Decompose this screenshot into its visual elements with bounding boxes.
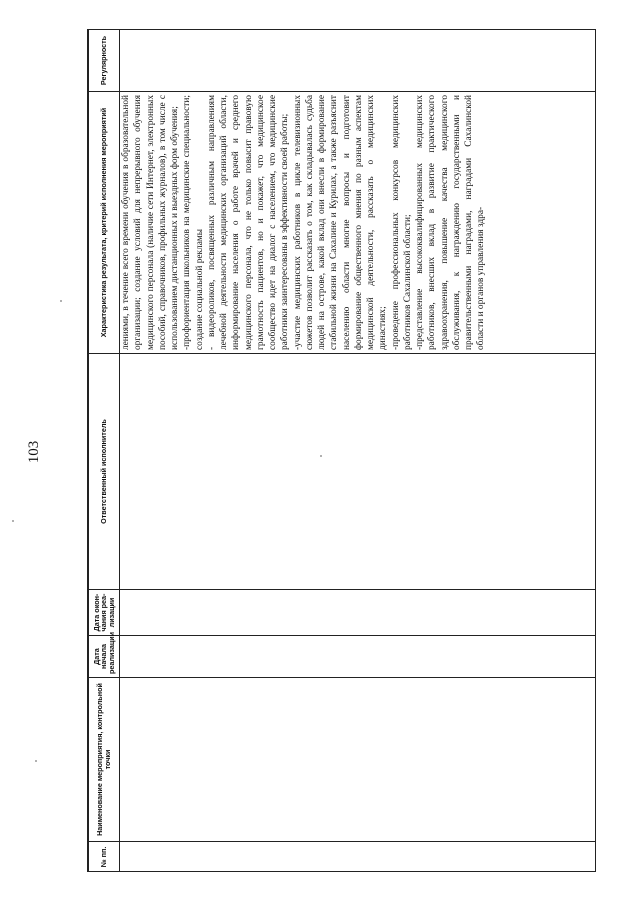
table-row (120, 30, 597, 873)
cell-characteristic (120, 92, 597, 354)
scan-speck (60, 300, 62, 302)
header-regularity: Регулярность (89, 30, 120, 92)
characteristic-paragraph: лениями, в течение всего времени обучения в образовательной организации; создание условий для непрерывного обучения медицинского персонала (наличие сети Интернет, электронных пособий, справочников, профильных журналов), в том числе с использованием дистанционных и выездных форм обучения; (121, 95, 180, 350)
header-name: Наименование мероприятия, контрольной точки (89, 678, 120, 842)
cell-num (120, 842, 597, 873)
header-responsible: Ответственный исполнитель (89, 354, 120, 590)
cell-regularity (120, 30, 597, 92)
characteristic-paragraph: -участие медицинских работников в цикле телевизионных сюжетов позволит рассказать о том, как складывалась судьба людей на острове, какой вклад они внесли в формирование стабильной жизни на Сахалине и Курилах, а также разъяснит населению области многие вопросы и подготовит формирование общественного мнения по разным аспектам медицинской деятельности, рассказать о медицинских династиях; (292, 95, 389, 350)
table-header-row (89, 30, 120, 873)
characteristic-paragraph: -профориентация школьников на медицинские специальности; создание социальной рекламы (182, 95, 205, 350)
scan-speck (35, 760, 37, 762)
header-num: № пп. (89, 842, 120, 873)
characteristic-paragraph: - видеороликов, посвященных различным направлениям лечебной деятельности медицинских организаций области, информирование населения о работе врачей и среднего медицинского персонала, что не только повысит правовую грамотность пациентов, но и покажет, что медицинское сообщество идет на диалог с населением, что медицинские работники заинтересованы в эффективности своей работы; (206, 95, 291, 350)
scan-speck (12, 520, 14, 522)
header-start-date: Дата начала реализации (89, 636, 120, 678)
cell-start-date (120, 636, 597, 678)
plan-table (88, 29, 596, 872)
page-number: 103 (26, 440, 42, 464)
cell-responsible (120, 354, 597, 590)
characteristic-paragraph: -проведение профессиональных конкурсов медицинских работников Сахалинской области; (390, 95, 413, 350)
header-end-date: Дата окон-чания реа-лизации (89, 590, 120, 636)
cell-name (120, 678, 597, 842)
characteristic-paragraph: -представление высококвалифицированных медицинских работников, внесших вклад в развитие практического здравоохранения, повышение качества медицинского обслуживания, к награждению государственными и правительственными наградами, наградами Сахалинской области и органов управления здра- (415, 95, 487, 350)
plan-table-rotated (88, 30, 596, 872)
header-characteristic: Характеристика результата, критерий исполнения мероприятий (89, 92, 120, 354)
plan-table-frame (87, 29, 596, 872)
cell-end-date (120, 590, 597, 636)
